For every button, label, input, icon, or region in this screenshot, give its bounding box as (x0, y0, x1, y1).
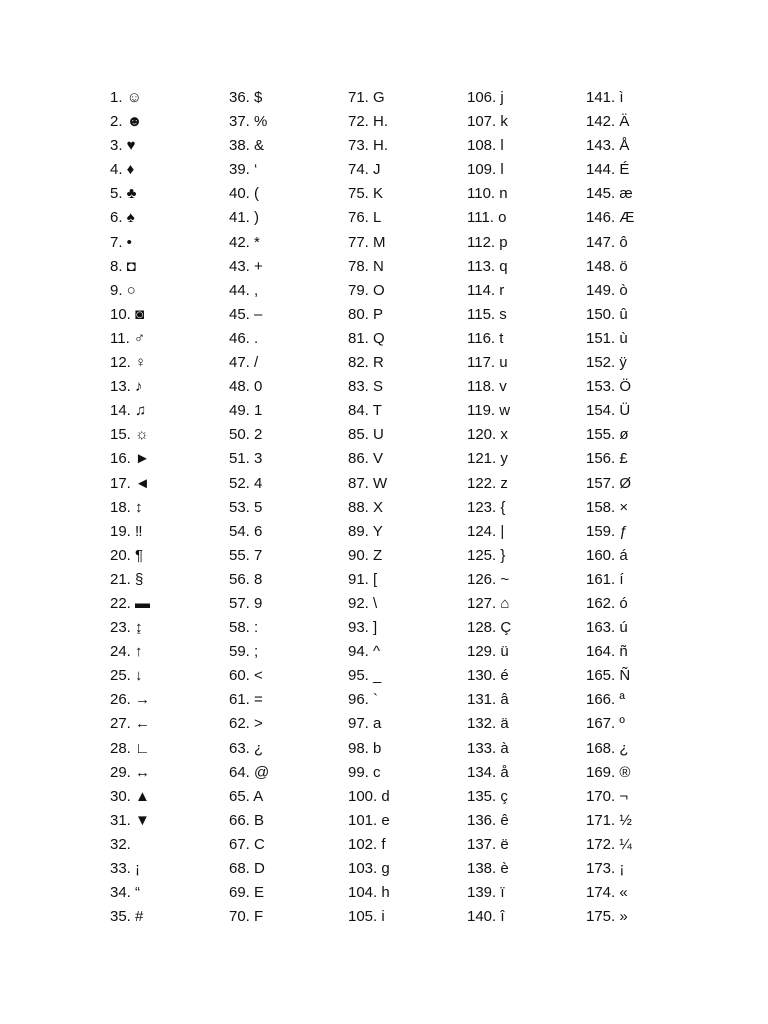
character-entry: 64. @ (229, 763, 270, 781)
character-entry: 168. ¿ (586, 739, 629, 757)
character-entry: 115. s (467, 305, 507, 323)
character-column-1 (110, 86, 228, 929)
character-entry: 61. = (229, 691, 263, 709)
character-entry: 24. ↑ (110, 643, 143, 661)
character-entry: 48. 0 (229, 378, 263, 396)
character-entry: 73. H. (348, 137, 389, 155)
character-entry: 41. ) (229, 209, 260, 227)
character-entry: 74. J (348, 161, 381, 179)
character-entry: 42. * (229, 233, 260, 251)
character-entry: 108. l (467, 137, 504, 155)
character-entry: 125. } (467, 546, 506, 564)
character-entry: 124. | (467, 522, 505, 540)
character-entry: 175. » (586, 908, 628, 926)
character-entry: 167. º (586, 715, 625, 733)
character-entry: 152. ÿ (586, 354, 627, 372)
character-entry: 13. ♪ (110, 378, 143, 396)
character-entry: 109. l (467, 161, 504, 179)
character-entry: 63. ¿ (229, 739, 264, 757)
character-entry: 119. w (467, 402, 511, 420)
character-entry: 88. X (348, 498, 384, 516)
character-entry: 166. ª (586, 691, 625, 709)
character-entry: 99. c (348, 763, 381, 781)
character-entry: 70. F (229, 908, 264, 926)
character-entry: 51. 3 (229, 450, 263, 468)
character-entry: 123. { (467, 498, 506, 516)
character-entry: 94. ^ (348, 643, 381, 661)
character-entry: 139. ï (467, 884, 505, 902)
character-entry: 85. U (348, 426, 384, 444)
character-entry: 9. ○ (110, 281, 136, 299)
character-entry: 15. ☼ (110, 426, 149, 444)
character-entry: 1. ☺ (110, 89, 142, 106)
character-entry: 29. ↔ (110, 763, 151, 781)
character-entry: 146. Æ (586, 209, 635, 227)
character-entry: 5. ♣ (110, 185, 137, 203)
character-entry: 169. ® (586, 763, 631, 781)
character-entry: 58. : (229, 619, 259, 637)
character-entry: 165. Ñ (586, 667, 631, 685)
character-entry: 158. × (586, 498, 629, 516)
character-entry: 80. P (348, 305, 384, 323)
character-entry: 23. ↨ (110, 619, 143, 637)
character-entry: 39. ‘ (229, 161, 258, 179)
character-entry: 162. ó (586, 594, 628, 612)
character-entry: 8. ◘ (110, 257, 136, 275)
character-entry: 89. Y (348, 522, 383, 540)
character-entry: 45. – (229, 305, 263, 323)
character-entry: 76. L (348, 209, 382, 227)
character-entry: 18. ↕ (110, 498, 143, 516)
character-entry: 67. C (229, 835, 265, 853)
character-entry: 143. Å (586, 137, 630, 155)
character-entry: 142. Ä (586, 113, 630, 131)
character-entry: 161. í (586, 570, 624, 588)
character-entry: 68. D (229, 860, 265, 877)
character-entry: 163. ú (586, 619, 628, 637)
character-entry: 25. ↓ (110, 667, 143, 685)
character-entry: 55. 7 (229, 546, 263, 564)
character-entry: 44. , (229, 281, 259, 299)
character-entry: 36. $ (229, 89, 263, 106)
character-entry: 57. 9 (229, 594, 263, 612)
character-entry: 77. M (348, 233, 386, 251)
character-entry: 156. £ (586, 450, 628, 468)
character-entry: 129. ü (467, 643, 509, 661)
character-entry: 49. 1 (229, 402, 263, 420)
character-entry: 34. “ (110, 884, 141, 902)
character-entry: 134. å (467, 763, 509, 781)
character-entry: 116. t (467, 329, 504, 347)
character-entry: 3. ♥ (110, 137, 136, 155)
character-entry: 148. ö (586, 257, 628, 275)
character-entry: 102. f (348, 835, 386, 853)
character-entry: 150. û (586, 305, 628, 323)
character-column-2 (229, 86, 347, 929)
character-entry: 75. K (348, 185, 384, 203)
character-entry: 65. A (229, 787, 264, 805)
character-entry: 17. ◄ (110, 474, 150, 492)
character-entry: 160. á (586, 546, 628, 564)
character-entry: 110. n (467, 185, 508, 203)
character-entry: 87. W (348, 474, 388, 492)
character-entry: 83. S (348, 378, 384, 396)
character-entry: 93. ] (348, 619, 378, 637)
character-entry: 147. ô (586, 233, 628, 251)
character-entry: 50. 2 (229, 426, 263, 444)
character-entry: 153. Ö (586, 378, 632, 396)
character-entry: 113. q (467, 257, 508, 275)
character-entry: 35. # (110, 908, 144, 926)
character-entry: 157. Ø (586, 474, 632, 492)
character-entry: 127. ⌂ (467, 594, 510, 612)
character-entry: 171. ½ (586, 811, 632, 829)
character-entry: 151. ù (586, 329, 628, 347)
character-entry: 121. y (467, 450, 508, 468)
character-entry: 96. ` (348, 691, 379, 709)
character-entry: 107. k (467, 113, 508, 131)
character-entry: 103. g (348, 860, 390, 877)
character-entry: 105. i (348, 908, 385, 926)
character-entry: 47. / (229, 354, 259, 372)
character-entry: 154. Ü (586, 402, 631, 420)
character-entry: 28. ∟ (110, 739, 150, 757)
character-entry: 19. ‼ (110, 522, 143, 540)
character-entry: 104. h (348, 884, 390, 902)
character-entry: 172. ¼ (586, 835, 632, 853)
character-entry: 114. r (467, 281, 505, 299)
character-entry: 92. \ (348, 594, 378, 612)
character-entry: 111. o (467, 209, 507, 227)
character-entry: 130. é (467, 667, 509, 685)
character-entry: 122. z (467, 474, 508, 492)
character-entry: 145. æ (586, 185, 633, 203)
character-entry: 159. ƒ (586, 522, 628, 540)
character-column-3 (348, 86, 466, 929)
character-entry: 33. ¡ (110, 860, 141, 877)
character-entry: 106. j (467, 89, 504, 106)
character-entry: 90. Z (348, 546, 383, 564)
character-entry: 81. Q (348, 329, 385, 347)
character-entry: 112. p (467, 233, 508, 251)
character-entry: 135. ç (467, 787, 508, 805)
character-entry: 10. ◙ (110, 305, 145, 323)
character-entry: 79. O (348, 281, 385, 299)
character-entry: 20. ¶ (110, 546, 144, 564)
character-entry: 84. T (348, 402, 382, 420)
character-entry: 117. u (467, 354, 508, 372)
character-entry: 69. E (229, 884, 265, 902)
character-entry: 7. • (110, 233, 132, 251)
character-entry: 53. 5 (229, 498, 263, 516)
character-entry: 4. ♦ (110, 161, 135, 179)
character-entry: 141. ì (586, 89, 624, 106)
character-entry: 11. ♂ (110, 329, 146, 347)
character-entry: 132. ä (467, 715, 509, 733)
character-entry: 144. É (586, 161, 630, 179)
character-entry: 173. ¡ (586, 860, 625, 877)
character-entry: 32. (110, 835, 131, 853)
character-entry: 16. ► (110, 450, 150, 468)
character-entry: 52. 4 (229, 474, 263, 492)
character-entry: 31. ▼ (110, 811, 150, 829)
character-entry: 40. ( (229, 185, 260, 203)
character-entry: 26. → (110, 691, 151, 709)
character-entry: 120. x (467, 426, 508, 444)
character-entry: 12. ♀ (110, 354, 147, 372)
character-entry: 155. ø (586, 426, 629, 444)
character-entry: 137. ë (467, 835, 509, 853)
character-entry: 128. Ç (467, 619, 512, 637)
character-entry: 6. ♠ (110, 209, 135, 227)
character-entry: 149. ò (586, 281, 628, 299)
character-entry: 30. ▲ (110, 787, 150, 805)
character-entry: 62. > (229, 715, 263, 733)
character-entry: 59. ; (229, 643, 259, 661)
character-entry: 2. ☻ (110, 113, 143, 131)
character-entry: 21. § (110, 570, 144, 588)
character-entry: 78. N (348, 257, 384, 275)
character-column-5 (586, 86, 704, 929)
character-entry: 126. ~ (467, 570, 510, 588)
character-entry: 131. â (467, 691, 509, 709)
character-entry: 138. è (467, 860, 509, 877)
character-column-4 (467, 86, 585, 929)
character-entry: 38. & (229, 137, 265, 155)
character-entry: 66. B (229, 811, 265, 829)
character-entry: 56. 8 (229, 570, 263, 588)
character-entry: 37. % (229, 113, 268, 131)
character-entry: 82. R (348, 354, 384, 372)
character-entry: 46. . (229, 329, 259, 347)
character-entry: 71. G (348, 89, 385, 106)
character-entry: 164. ñ (586, 643, 628, 661)
character-entry: 136. ê (467, 811, 509, 829)
character-entry: 140. î (467, 908, 505, 926)
character-entry: 22. ▬ (110, 594, 151, 612)
character-entry: 14. ♫ (110, 402, 147, 420)
character-entry: 133. à (467, 739, 509, 757)
character-entry: 97. a (348, 715, 382, 733)
character-entry: 27. ← (110, 715, 151, 733)
character-entry: 118. v (467, 378, 507, 396)
character-entry: 60. < (229, 667, 263, 685)
character-entry: 54. 6 (229, 522, 263, 540)
character-entry: 101. e (348, 811, 390, 829)
character-entry: 43. + (229, 257, 263, 275)
character-entry: 86. V (348, 450, 384, 468)
character-entry: 95. _ (348, 667, 382, 685)
character-entry: 170. ¬ (586, 787, 629, 805)
character-entry: 91. [ (348, 570, 378, 588)
character-entry: 174. « (586, 884, 628, 902)
character-entry: 100. d (348, 787, 390, 805)
character-entry: 72. H. (348, 113, 389, 131)
character-entry: 98. b (348, 739, 382, 757)
